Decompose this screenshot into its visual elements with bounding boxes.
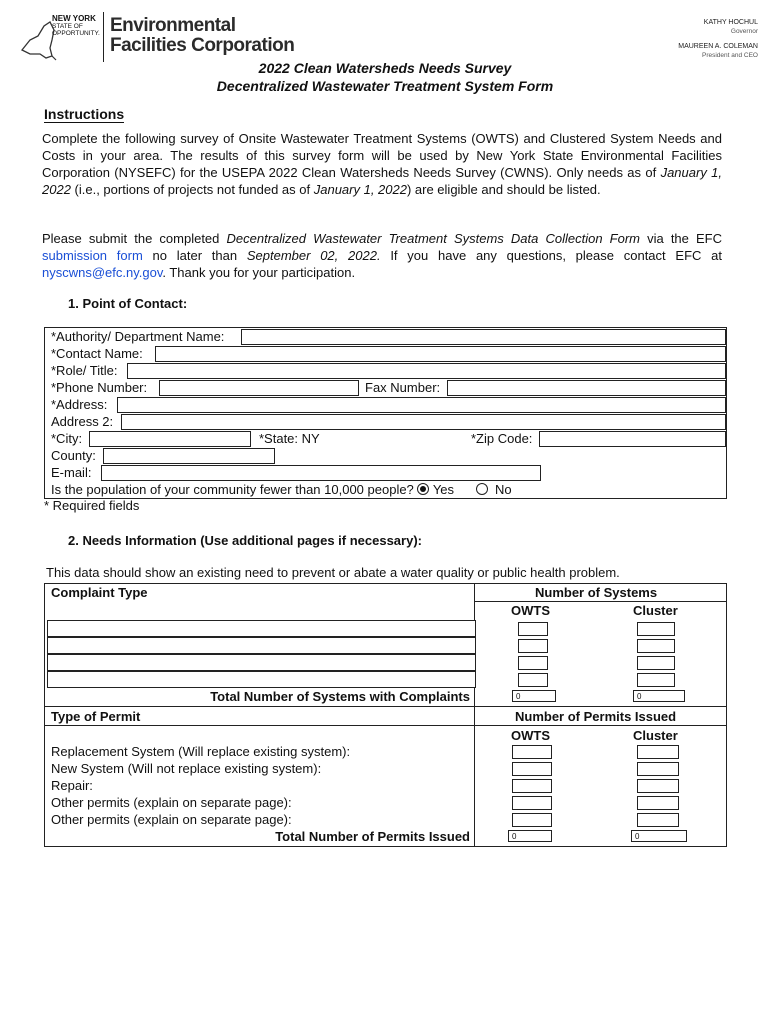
complaint-type-input[interactable] [47, 620, 476, 637]
p1-date-2: January 1, 2022 [313, 182, 407, 197]
contact-name-row [45, 345, 726, 362]
population-yes-radio[interactable] [417, 483, 429, 495]
permit-row-new: New System (Will not replace existing system): [51, 761, 322, 776]
complaint-owts-input[interactable] [518, 656, 548, 670]
complaint-owts-input[interactable] [518, 622, 548, 636]
ny-logo-line1: NEW YORK [52, 14, 96, 23]
num-systems-underline [474, 601, 726, 602]
contact-name-input[interactable] [155, 346, 726, 362]
address-label: *Address: [51, 397, 108, 412]
num-systems-header: Number of Systems [535, 585, 658, 600]
owts-header-2: OWTS [511, 728, 550, 743]
permit-cluster-input[interactable] [637, 745, 679, 759]
address-row [45, 396, 726, 413]
county-row [45, 447, 726, 464]
ny-logo-text [52, 14, 100, 37]
city-state-zip-row [45, 430, 726, 447]
president-role: President and CEO [701, 52, 758, 59]
p2-text-b: via the EFC [640, 231, 722, 246]
complaint-owts-input[interactable] [518, 673, 548, 687]
needs-intro: This data should show an existing need to prevent or abate a water quality or public health problem. [46, 565, 620, 580]
permit-owts-input[interactable] [512, 813, 552, 827]
form-subtitle: Decentralized Wastewater Treatment System Form [216, 78, 554, 94]
role-label: *Role/ Title: [51, 363, 118, 378]
permit-row-repair: Repair: [51, 778, 93, 793]
p2-deadline: September 02, 2022. [246, 248, 381, 263]
phone-input[interactable] [159, 380, 359, 396]
city-input[interactable] [89, 431, 251, 447]
phone-row [45, 379, 726, 396]
total-complaints-cluster: 0 [633, 690, 685, 702]
point-of-contact-heading: 1. Point of Contact: [68, 296, 188, 311]
authority-input[interactable] [241, 329, 726, 345]
ny-logo-line3: OPPORTUNITY. [52, 30, 100, 37]
zip-input[interactable] [539, 431, 726, 447]
complaint-cluster-input[interactable] [637, 673, 675, 687]
instructions-paragraph-2 [42, 230, 722, 281]
p2-text-e: . Thank you for your participation. [162, 265, 356, 280]
total-permits-cluster: 0 [631, 830, 687, 842]
state-label: *State: NY [259, 431, 320, 446]
form-title: 2022 Clean Watersheds Needs Survey [258, 60, 512, 76]
submission-form-link[interactable]: submission form [42, 248, 143, 263]
needs-table [44, 583, 727, 847]
p2-form-name: Decentralized Wastewater Treatment Systems Data Collection Form [226, 231, 640, 246]
complaints-bottom-line [45, 706, 726, 707]
complaint-type-input[interactable] [47, 654, 476, 671]
officials-block [678, 18, 758, 60]
permit-owts-input[interactable] [512, 796, 552, 810]
authority-row [45, 328, 726, 345]
population-question-text: Is the population of your community fewer than 10,000 people? [51, 482, 414, 497]
complaint-cluster-input[interactable] [637, 639, 675, 653]
complaint-cluster-input[interactable] [637, 622, 675, 636]
address2-row [45, 413, 726, 430]
needs-info-heading: 2. Needs Information (Use additional pages if necessary): [68, 533, 422, 548]
cluster-header-2: Cluster [633, 728, 678, 743]
p1-date-1: January 1, 2022 [42, 165, 723, 197]
address2-input[interactable] [121, 414, 726, 430]
county-label: County: [51, 448, 96, 463]
org-name-line2: Facilities Corporation [110, 35, 295, 56]
num-permits-header: Number of Permits Issued [515, 709, 677, 724]
permit-cluster-input[interactable] [637, 813, 679, 827]
efc-logo [110, 16, 294, 56]
permit-row-other-1: Other permits (explain on separate page): [51, 795, 292, 810]
owts-header-1: OWTS [511, 603, 550, 618]
address-input[interactable] [117, 397, 726, 413]
cluster-header-1: Cluster [633, 603, 678, 618]
ny-logo-line2: STATE OF [52, 23, 83, 30]
zip-label: *Zip Code: [471, 431, 533, 446]
no-label: No [494, 482, 512, 497]
fax-input[interactable] [447, 380, 726, 396]
population-row [45, 481, 726, 498]
p1-text-b: (i.e., portions of projects not funded as of [70, 182, 314, 197]
contact-table [44, 327, 727, 499]
population-no-radio[interactable] [476, 483, 488, 495]
permit-type-header: Type of Permit [51, 709, 141, 724]
complaint-type-header: Complaint Type [51, 585, 148, 600]
phone-label: *Phone Number: [51, 380, 148, 395]
city-label: *City: [51, 431, 83, 446]
email-input[interactable] [101, 465, 541, 481]
role-input[interactable] [127, 363, 726, 379]
complaint-cluster-input[interactable] [637, 656, 675, 670]
contact-email-link[interactable]: nyscwns@efc.ny.gov [42, 265, 163, 280]
permit-owts-input[interactable] [512, 762, 552, 776]
required-fields-note: * Required fields [44, 498, 140, 513]
permit-cluster-input[interactable] [637, 796, 679, 810]
total-permits-owts: 0 [508, 830, 552, 842]
permit-owts-input[interactable] [512, 745, 552, 759]
permit-row-other-2: Other permits (explain on separate page): [51, 812, 292, 827]
email-row [45, 464, 726, 481]
logo-divider [103, 12, 104, 62]
fax-label: Fax Number: [365, 380, 441, 395]
total-complaints-label: Total Number of Systems with Complaints [210, 689, 470, 704]
population-question [51, 481, 512, 498]
p2-text-a: Please submit the completed [42, 231, 227, 246]
permit-cluster-input[interactable] [637, 762, 679, 776]
yes-label: Yes [432, 482, 455, 497]
p2-text-c: no later than [142, 248, 247, 263]
instructions-heading: Instructions [44, 106, 125, 122]
governor-name: KATHY HOCHUL [703, 19, 758, 26]
permit-owts-input[interactable] [512, 779, 552, 793]
permits-header-line [45, 725, 726, 726]
governor-role: Governor [730, 28, 758, 35]
p1-text-a: Complete the following survey of Onsite Wastewater Treatment Systems (OWTS) and Clustered System Needs and Costs in your area. The results of this survey form will be used by New York State Environmental Facilities Corporation (NYSEFC) for the USEPA 2022 Clean Watersheds Needs Survey (CWNS). Only needs as of [42, 131, 722, 180]
address2-label: Address 2: [51, 414, 114, 429]
p1-text-c: ) are eligible and should be listed. [406, 182, 601, 197]
instructions-paragraph-1 [42, 130, 722, 198]
complaint-type-input[interactable] [47, 671, 476, 688]
total-permits-label: Total Number of Permits Issued [275, 829, 470, 844]
contact-name-label: *Contact Name: [51, 346, 143, 361]
p2-text-d: If you have any questions, please contact EFC at [380, 248, 723, 263]
permit-row-replacement: Replacement System (Will replace existing system): [51, 744, 351, 759]
president-name: MAUREEN A. COLEMAN [678, 43, 758, 50]
total-complaints-owts: 0 [512, 690, 556, 702]
role-row [45, 362, 726, 379]
authority-label: *Authority/ Department Name: [51, 329, 225, 344]
org-name-line1: Environmental [110, 15, 236, 36]
permit-cluster-input[interactable] [637, 779, 679, 793]
complaint-type-input[interactable] [47, 637, 476, 654]
county-input[interactable] [103, 448, 275, 464]
complaint-owts-input[interactable] [518, 639, 548, 653]
email-label: E-mail: [51, 465, 92, 480]
